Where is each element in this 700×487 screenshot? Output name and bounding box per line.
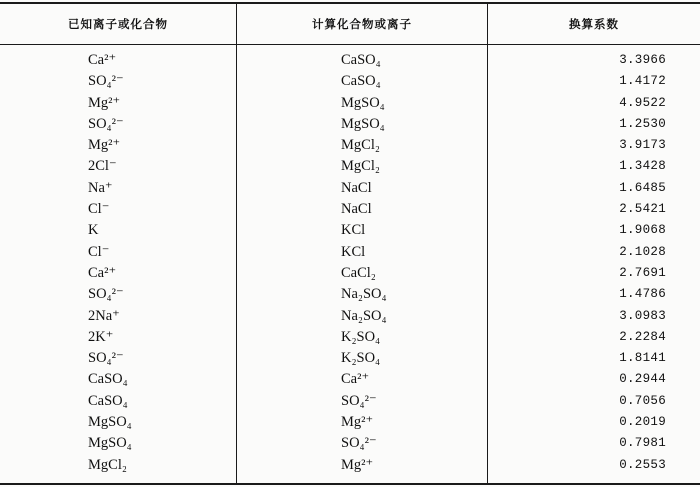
computed-compound-cell: CaCl₂ [341, 264, 376, 281]
known-ion-cell: SO₄²⁻ [88, 115, 124, 132]
table-row [0, 348, 700, 369]
table-row [0, 50, 700, 71]
table-header-rule [0, 44, 700, 45]
conversion-factor-cell: 0.7981 [619, 436, 666, 451]
computed-compound-cell: Mg²⁺ [341, 456, 374, 473]
header-known-ion: 已知离子或化合物 [68, 17, 168, 31]
conversion-factor-cell: 0.2553 [619, 457, 666, 472]
table-row [0, 391, 700, 412]
table-row [0, 242, 700, 263]
known-ion-cell: SO₄²⁻ [88, 73, 124, 90]
table-row [0, 93, 700, 114]
known-ion-cell: Na⁺ [88, 179, 113, 196]
table-row [0, 114, 700, 135]
conversion-factor-cell: 4.9522 [619, 95, 666, 110]
computed-compound-cell: K₂SO₄ [341, 350, 381, 367]
table-row [0, 199, 700, 220]
conversion-factor-cell: 1.6485 [619, 180, 666, 195]
known-ion-cell: K [88, 222, 99, 239]
table-row [0, 220, 700, 241]
computed-compound-cell: Ca²⁺ [341, 371, 370, 388]
header-computed-compound: 计算化合物或离子 [312, 17, 412, 31]
computed-compound-cell: MgCl₂ [341, 137, 380, 154]
computed-compound-cell: Na₂SO₄ [341, 307, 387, 324]
known-ion-cell: CaSO₄ [88, 371, 128, 388]
computed-compound-cell: MgSO₄ [341, 94, 385, 111]
conversion-factor-cell: 2.1028 [619, 244, 666, 259]
conversion-factor-cell: 0.2019 [619, 415, 666, 430]
table-row [0, 156, 700, 177]
known-ion-cell: Ca²⁺ [88, 264, 117, 281]
conversion-factor-cell: 3.3966 [619, 53, 666, 67]
computed-compound-cell: KCl [341, 222, 366, 239]
computed-compound-cell: SO₄²⁻ [341, 392, 377, 409]
known-ion-cell: Cl⁻ [88, 201, 110, 218]
conversion-factor-cell: 2.7691 [619, 265, 666, 280]
computed-compound-cell: NaCl [341, 201, 372, 218]
known-ion-cell: SO₄²⁻ [88, 350, 124, 367]
computed-compound-cell: K₂SO₄ [341, 328, 381, 345]
computed-compound-cell: NaCl [341, 179, 372, 196]
conversion-factor-cell: 2.2284 [619, 329, 666, 344]
computed-compound-cell: Mg²⁺ [341, 414, 374, 431]
conversion-factor-cell: 1.9068 [619, 223, 666, 238]
known-ion-cell: Cl⁻ [88, 243, 110, 260]
known-ion-cell: 2Cl⁻ [88, 158, 117, 175]
table-body [0, 50, 700, 476]
table-row [0, 178, 700, 199]
conversion-factor-cell: 1.4172 [619, 74, 666, 89]
conversion-factor-cell: 1.2530 [619, 116, 666, 131]
known-ion-cell: Ca²⁺ [88, 52, 117, 68]
computed-compound-cell: SO₄²⁻ [341, 435, 377, 452]
table-row [0, 135, 700, 156]
header-conversion-factor: 换算系数 [569, 17, 619, 31]
conversion-factor-cell: 3.9173 [619, 138, 666, 153]
table-bottom-rule [0, 483, 700, 485]
conversion-factor-cell: 0.2944 [619, 372, 666, 387]
conversion-factor-cell: 1.4786 [619, 287, 666, 302]
known-ion-cell: MgSO₄ [88, 435, 132, 452]
table-row [0, 412, 700, 433]
known-ion-cell: Mg²⁺ [88, 94, 121, 111]
conversion-factor-cell: 1.3428 [619, 159, 666, 174]
conversion-factor-cell: 2.5421 [619, 202, 666, 217]
known-ion-cell: MgSO₄ [88, 414, 132, 431]
table-row [0, 284, 700, 305]
known-ion-cell: 2Na⁺ [88, 307, 120, 324]
conversion-factor-cell: 0.7056 [619, 393, 666, 408]
table-row [0, 455, 700, 476]
known-ion-cell: Mg²⁺ [88, 137, 121, 154]
table-row [0, 263, 700, 284]
computed-compound-cell: MgCl₂ [341, 158, 380, 175]
computed-compound-cell: CaSO₄ [341, 73, 381, 90]
known-ion-cell: SO₄²⁻ [88, 286, 124, 303]
computed-compound-cell: KCl [341, 243, 366, 260]
table-row [0, 369, 700, 390]
computed-compound-cell: Na₂SO₄ [341, 286, 387, 303]
known-ion-cell: 2K⁺ [88, 328, 114, 345]
known-ion-cell: CaSO₄ [88, 392, 128, 409]
computed-compound-cell: CaSO₄ [341, 52, 381, 68]
table-row [0, 327, 700, 348]
computed-compound-cell: MgSO₄ [341, 115, 385, 132]
conversion-factor-cell: 1.8141 [619, 351, 666, 366]
table-row [0, 306, 700, 327]
known-ion-cell: MgCl₂ [88, 456, 127, 473]
table-row [0, 433, 700, 454]
conversion-factor-cell: 3.0983 [619, 308, 666, 323]
table-row [0, 71, 700, 92]
